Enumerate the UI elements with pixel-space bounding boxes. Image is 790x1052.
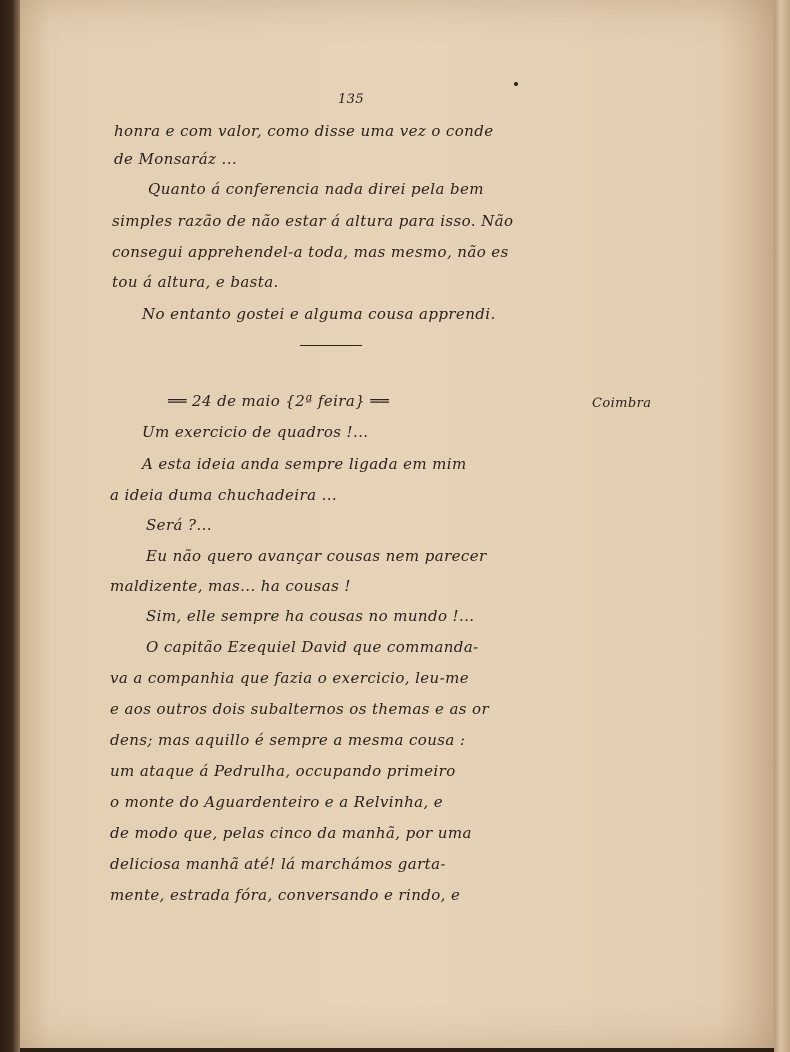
text-line: mente, estrada fóra, conversando e rindo, e bbox=[110, 886, 461, 904]
text-line: maldizente, mas... ha cousas ! bbox=[110, 577, 351, 595]
text-line: tou á altura, e basta. bbox=[112, 273, 279, 291]
text-line: No entanto gostei e alguma cousa apprendi. bbox=[142, 305, 496, 323]
text-line: o monte do Aguardenteiro e a Relvinha, e bbox=[110, 793, 444, 811]
text-line: deliciosa manhã até! lá marchámos garta- bbox=[110, 855, 446, 873]
text-line: honra e com valor, como disse uma vez o conde bbox=[114, 122, 494, 140]
text-line: Eu não quero avançar cousas nem parecer bbox=[146, 547, 487, 565]
text-line: simples razão de não estar á altura para isso. Não bbox=[112, 212, 514, 230]
page-number: 135 bbox=[338, 92, 365, 107]
entry-heading: ══ 24 de maio {2ª feira} ══ bbox=[168, 392, 390, 410]
text-line: dens; mas aquillo é sempre a mesma cousa : bbox=[110, 731, 466, 749]
text-line: Um exercicio de quadros !... bbox=[142, 423, 369, 441]
text-line: Sim, elle sempre ha cousas no mundo !... bbox=[146, 607, 475, 625]
text-line: va a companhia que fazia o exercicio, leu-me bbox=[110, 669, 469, 687]
text-line: O capitão Ezequiel David que commanda- bbox=[146, 638, 479, 656]
page-stack-edge bbox=[774, 0, 790, 1052]
ink-dot bbox=[514, 82, 518, 86]
location-label: Coimbra bbox=[592, 396, 652, 411]
section-divider bbox=[300, 345, 362, 346]
text-line: a ideia duma chuchadeira ... bbox=[110, 486, 338, 504]
text-line: um ataque á Pedrulha, occupando primeiro bbox=[110, 762, 456, 780]
text-line: A esta ideia anda sempre ligada em mim bbox=[142, 455, 467, 473]
text-line: de modo que, pelas cinco da manhã, por uma bbox=[110, 824, 472, 842]
text-line: Quanto á conferencia nada direi pela bem bbox=[148, 180, 484, 198]
text-line: de Monsaráz ... bbox=[114, 150, 238, 168]
binding-edge bbox=[0, 0, 20, 1052]
text-line: e aos outros dois subalternos os themas e as or bbox=[110, 700, 490, 718]
text-line: Será ?... bbox=[146, 516, 212, 534]
text-line: consegui apprehendel-a toda, mas mesmo, não es bbox=[112, 243, 509, 261]
